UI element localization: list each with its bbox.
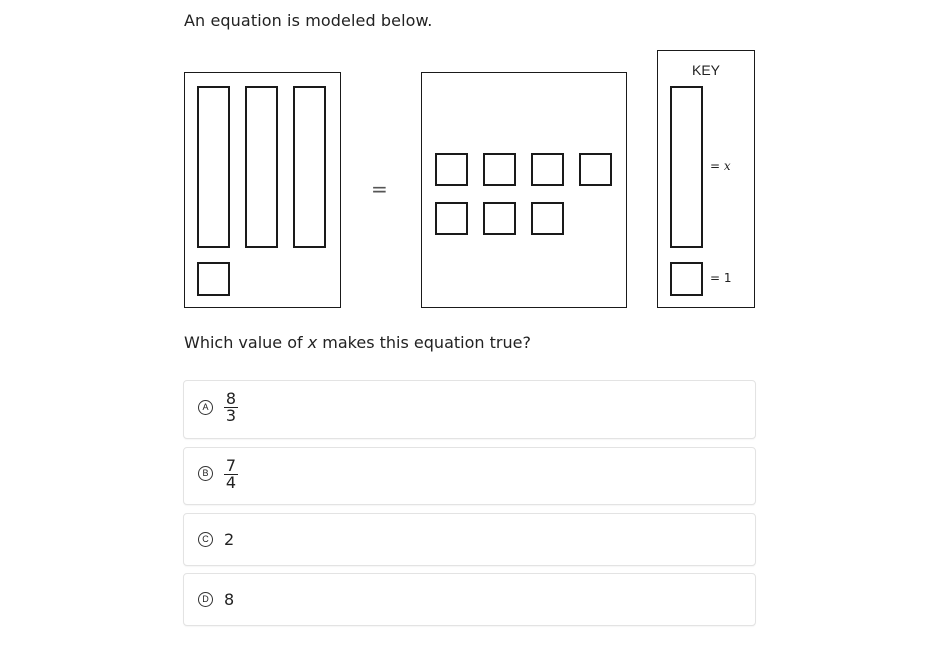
choice-a-denominator: 3 [225,406,237,425]
choice-c-bubble[interactable]: C [198,532,213,547]
question-after: makes this equation true? [317,333,531,352]
choice-b-denominator: 4 [225,473,237,492]
x-tile [245,86,278,248]
key-x-tile [670,86,703,248]
unit-tile [579,153,612,186]
choice-b-numerator: 7 [225,456,237,475]
x-tile [293,86,326,248]
choice-a-numerator: 8 [225,389,237,408]
choice-d-bubble[interactable]: D [198,592,213,607]
choice-b-bubble[interactable]: B [198,466,213,481]
choice-b[interactable] [183,447,756,505]
choice-a-bubble[interactable]: A [198,400,213,415]
unit-tile [197,262,230,296]
key-x-label-var: x [723,159,731,173]
question-before: Which value of [184,333,308,352]
choice-b-fraction [224,458,238,491]
choice-a[interactable] [183,380,756,439]
key-unit-tile [670,262,703,296]
key-unit-label: = 1 [710,271,732,285]
unit-tile [531,153,564,186]
unit-tile [435,153,468,186]
unit-tile [483,202,516,235]
key-title: KEY [691,62,720,78]
unit-tile [531,202,564,235]
question-text [184,333,531,353]
choice-c[interactable] [183,513,756,566]
choice-c-text: 2 [224,530,235,549]
question-variable: x [307,333,318,352]
choice-d[interactable] [183,573,756,626]
choice-d-text: 8 [224,590,235,609]
equals-sign: = [371,177,388,201]
choice-a-fraction [224,391,238,424]
unit-tile [483,153,516,186]
right-side-frame [421,72,627,308]
unit-tile [435,202,468,235]
x-tile [197,86,230,248]
prompt-text: An equation is modeled below. [184,11,433,30]
key-x-label [710,159,731,173]
key-x-label-prefix: = [710,159,724,173]
